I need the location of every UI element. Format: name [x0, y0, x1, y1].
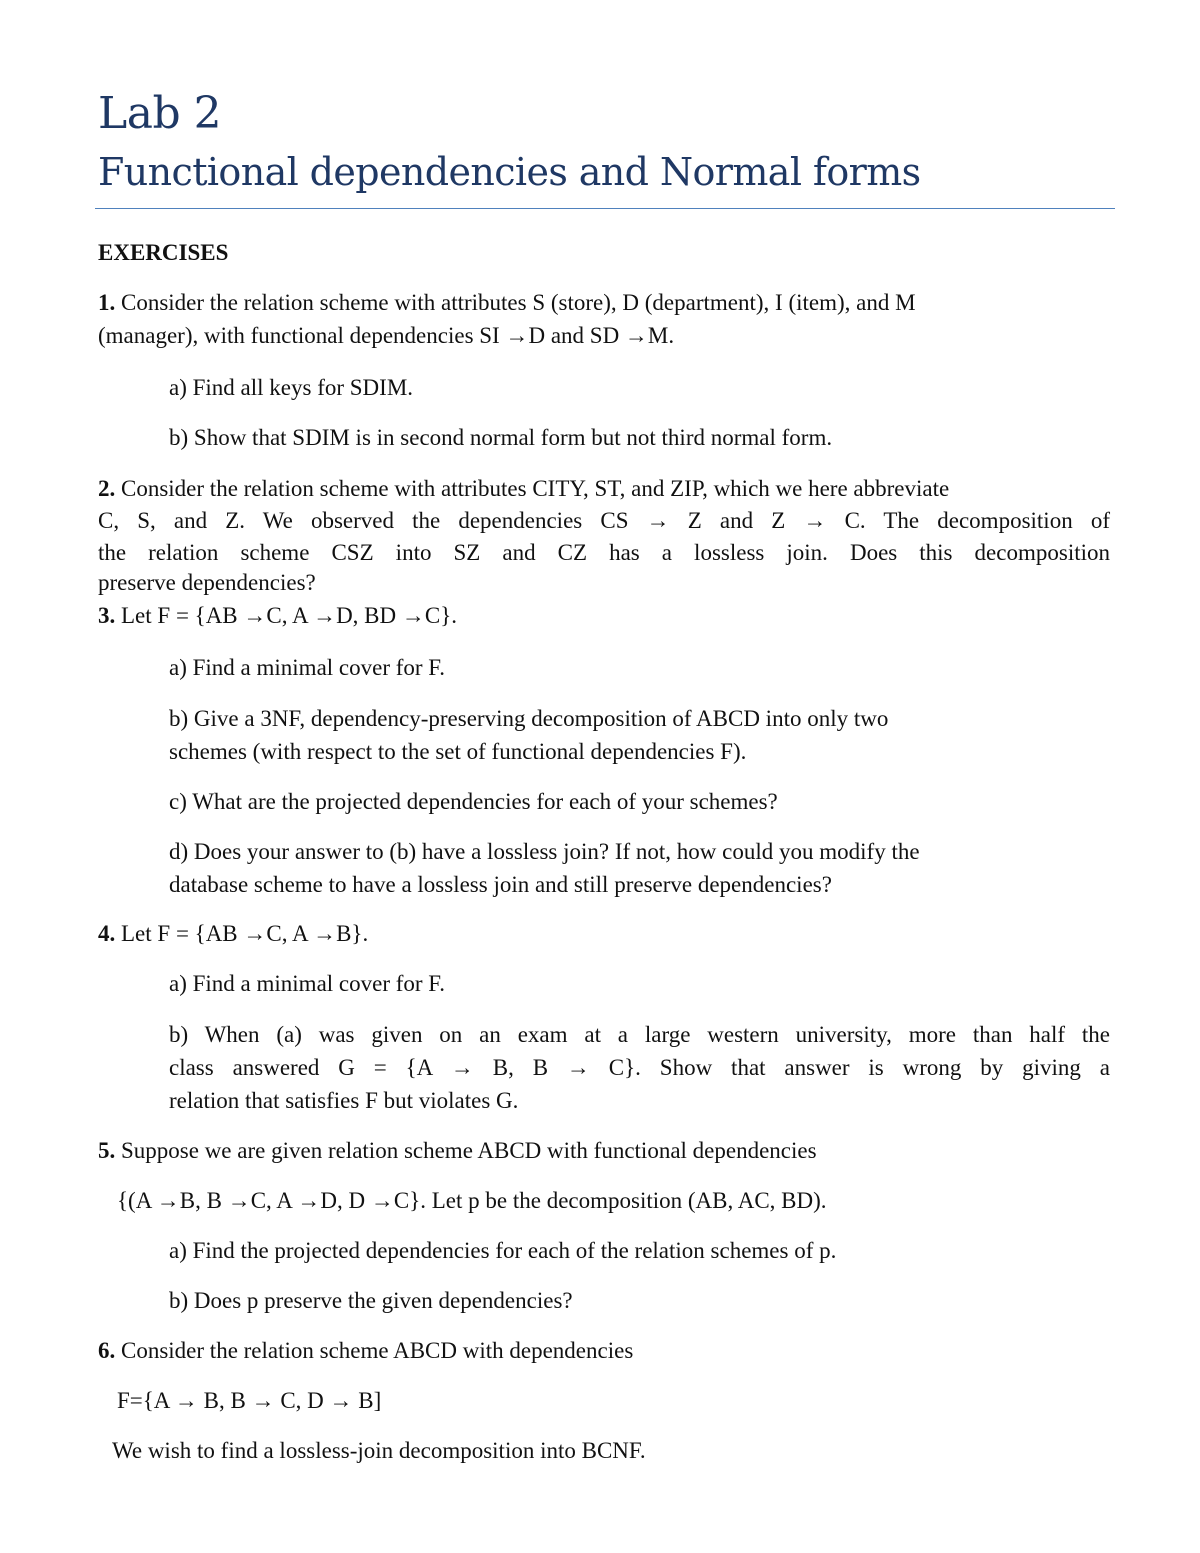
exercise-2-text: Consider the relation scheme with attributes CITY, ST, and ZIP, which we here abbreviate — [115, 476, 950, 501]
exercise-3-line-1 — [98, 600, 457, 633]
exercise-4-part-b-line-2: class answered G = {A → B, B → C}. Show that answer is wrong by giving a — [169, 1055, 1110, 1080]
exercise-4-line-1 — [98, 918, 368, 951]
exercise-6-number: 6. — [98, 1338, 116, 1363]
exercise-2-number: 2. — [98, 476, 116, 501]
exercise-5-part-a: a) Find the projected dependencies for each of the relation schemes of p. — [169, 1238, 837, 1263]
exercise-1-line-1 — [98, 287, 916, 320]
exercise-5-text: Suppose we are given relation scheme ABCD with functional dependencies — [115, 1138, 817, 1163]
exercise-4-number: 4. — [98, 921, 116, 946]
exercise-6-line-3: We wish to find a lossless-join decomposition into BCNF. — [112, 1438, 646, 1463]
document-subtitle: Functional dependencies and Normal forms — [98, 150, 921, 194]
exercise-3-part-b-line-1: b) Give a 3NF, dependency-preserving decomposition of ABCD into only two — [169, 706, 889, 731]
exercise-1-text: Consider the relation scheme with attributes S (store), D (department), I (item), and M — [115, 290, 916, 315]
exercise-1-part-b: b) Show that SDIM is in second normal form but not third normal form. — [169, 425, 833, 450]
exercise-3-part-b-line-2: schemes (with respect to the set of functional dependencies F). — [169, 739, 747, 764]
exercise-3-part-d-line-1: d) Does your answer to (b) have a lossless join? If not, how could you modify the — [169, 839, 920, 864]
exercise-6-line-1 — [98, 1335, 633, 1368]
exercise-4-text: Let F = {AB →C, A →B}. — [115, 921, 369, 946]
exercise-4-part-b-line-3: relation that satisfies F but violates G. — [169, 1088, 519, 1113]
exercise-2-line-2: C, S, and Z. We observed the dependencies CS → Z and Z → C. The decomposition of — [98, 508, 1110, 533]
exercise-3-part-a: a) Find a minimal cover for F. — [169, 655, 446, 680]
exercise-1-number: 1. — [98, 290, 116, 315]
document-title: Lab 2 — [98, 88, 222, 139]
exercise-3-part-c: c) What are the projected dependencies for each of your schemes? — [169, 789, 778, 814]
exercise-2-line-3: the relation scheme CSZ into SZ and CZ has a lossless join. Does this decomposition — [98, 540, 1110, 565]
exercise-2-line-4: preserve dependencies? — [98, 570, 316, 595]
exercise-1-part-a: a) Find all keys for SDIM. — [169, 375, 414, 400]
exercise-6-line-2: F={A → B, B → C, D → B] — [117, 1388, 382, 1413]
exercise-6-text: Consider the relation scheme ABCD with dependencies — [115, 1338, 634, 1363]
exercise-5-line-1 — [98, 1135, 817, 1168]
exercise-5-number: 5. — [98, 1138, 116, 1163]
exercise-4-part-b-line-1: b) When (a) was given on an exam at a large western university, more than half the — [169, 1022, 1110, 1047]
exercise-1-line-2: (manager), with functional dependencies SI →D and SD →M. — [98, 323, 675, 348]
exercise-2-line-1 — [98, 473, 949, 506]
exercise-4-part-a: a) Find a minimal cover for F. — [169, 971, 446, 996]
exercise-3-text: Let F = {AB →C, A →D, BD →C}. — [115, 603, 458, 628]
exercise-5-part-b: b) Does p preserve the given dependencies? — [169, 1288, 573, 1313]
section-heading: EXERCISES — [98, 240, 229, 265]
exercise-5-line-2: {(A →B, B →C, A →D, D →C}. Let p be the decomposition (AB, AC, BD). — [117, 1188, 827, 1213]
exercise-3-number: 3. — [98, 603, 116, 628]
title-divider — [95, 208, 1115, 209]
exercise-3-part-d-line-2: database scheme to have a lossless join and still preserve dependencies? — [169, 872, 832, 897]
